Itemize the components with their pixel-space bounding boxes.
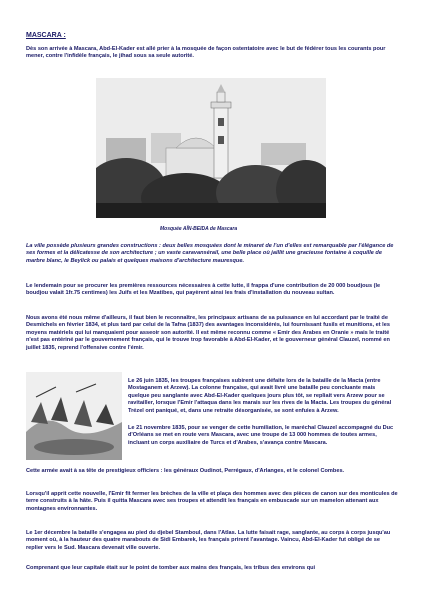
mosque-photo (96, 78, 326, 218)
city-description-paragraph: La ville possède plusieurs grandes constructions : deux belles mosquées dont le minaret de l'un d'elles est remarquable par l'élégance de ses formes et la délicatesse de son architecture ; un vaste caravansérail, une belle place où jaillit une gracieuse fontaine à coquille de marbre blanc, le Beylick ou palais et quelques maisons d'architecture mauresque. (26, 243, 394, 264)
december-paragraph: Le 1er décembre la bataille s'engagea au pied du djebel Stamboul, dans l'Atlas. La lutte faisait rage, sanglante, au corps à corps jusqu'au moment où, à la hauteur des quatre marabouts de Sidi Embarek, les français prirent l'avantage. Vaincu, Abd-El-Kader fut obligé de se replier vers le Sud. Mascara devenait ville ouverte. (26, 530, 391, 551)
clauzel-paragraph: Le 21 novembre 1835, pour se venger de cette humiliation, le maréchal Clauzel accompagné du Duc d'Orléans se met en route vers Mascara, avec une troupe de 13 000 hommes de toutes armes, incluant un corps auxiliaire de Turcs et d'Arabes, s'avança contre Mascara. (128, 425, 394, 446)
treaty-paragraph: Nous avons été nous même d'ailleurs, il faut bien le reconnaître, les principaux artisans de sa puissance en lui accordant par le traité de Desmichels en février 1834, et plus tard par celui de la Tafna (1837) des avantages inconsidérés, lui fournissant fusils et munitions, et les moyens matériels qui lui manquaient pour asseoir son autorité. Il est même reconnu comme « Emir des Arabes en Oranie » mais le traité n'est pas entériné par le gouvernement français, qui le trouve trop favorable à Abd-El-Kader, et le gouverneur général Clauzel, nommé en juillet 1835, reprend l'offensive contre l'émir. (26, 315, 390, 351)
battle-engraving-drawing (26, 372, 122, 460)
officers-paragraph: Cette armée avait à sa tête de prestigieux officiers : les généraux Oudinot, Perrégaux, d'Arlanges, et le colonel Combes. (26, 468, 345, 474)
intro-paragraph: Dès son arrivée à Mascara, Abd-El-Kader est allé prier à la mosquée de façon ostentatoire avec le but de fédérer tous les courants pour mener, contre l'infidèle français, le jihad sous sa seule autorité. (26, 46, 386, 60)
photo-caption: Mosquée AÏN-BEIDA de Mascara (160, 226, 238, 232)
emir-paragraph: Lorsqu'il apprit cette nouvelle, l'Emir fit fermer les brèches de la ville et plaça des hommes avec des pièces de canon sur des monticules de terre construits à la hâte. Puis il quitta Mascara avec ses troupes et attendit les français en embuscade sur un mamelon attenant aux montagnes environnantes. (26, 491, 398, 512)
taxes-paragraph: Le lendemain pour se procurer les premières ressources nécessaires à cette lutte, il frappa d'une contribution de 20 000 boudjous (le boudjou valait 1fr.75 centimes) les Juifs et les Mzatibes, qui payèrent ainsi les frais d'installation du nouveau sultan. (26, 283, 381, 297)
battle-engraving (26, 372, 122, 460)
macta-paragraph: Le 26 juin 1835, les troupes françaises subirent une défaite lors de la bataille de la Macta (entre Mostaganem et Arzew). La colonne française, qui avait livré une bataille peu concluante mais quelque peu sanglante avec Abd-El-Kader quelques jours plus tôt, se repliait vers Arzew pour se ravitailler, lorsque l'Emir l'attaqua dans les marais sur les rives de la Macta. Les troupes du général Trézel ont paniqué, et, dans une retraite désorganisée, se sont enfuies à Arzew. (128, 378, 392, 414)
section-heading: MASCARA : (26, 32, 66, 39)
last-paragraph: Comprenant que leur capitale était sur le point de tomber aux mains des français, les tribus des environs qui (26, 565, 316, 571)
mosque-photo-drawing (96, 78, 326, 218)
